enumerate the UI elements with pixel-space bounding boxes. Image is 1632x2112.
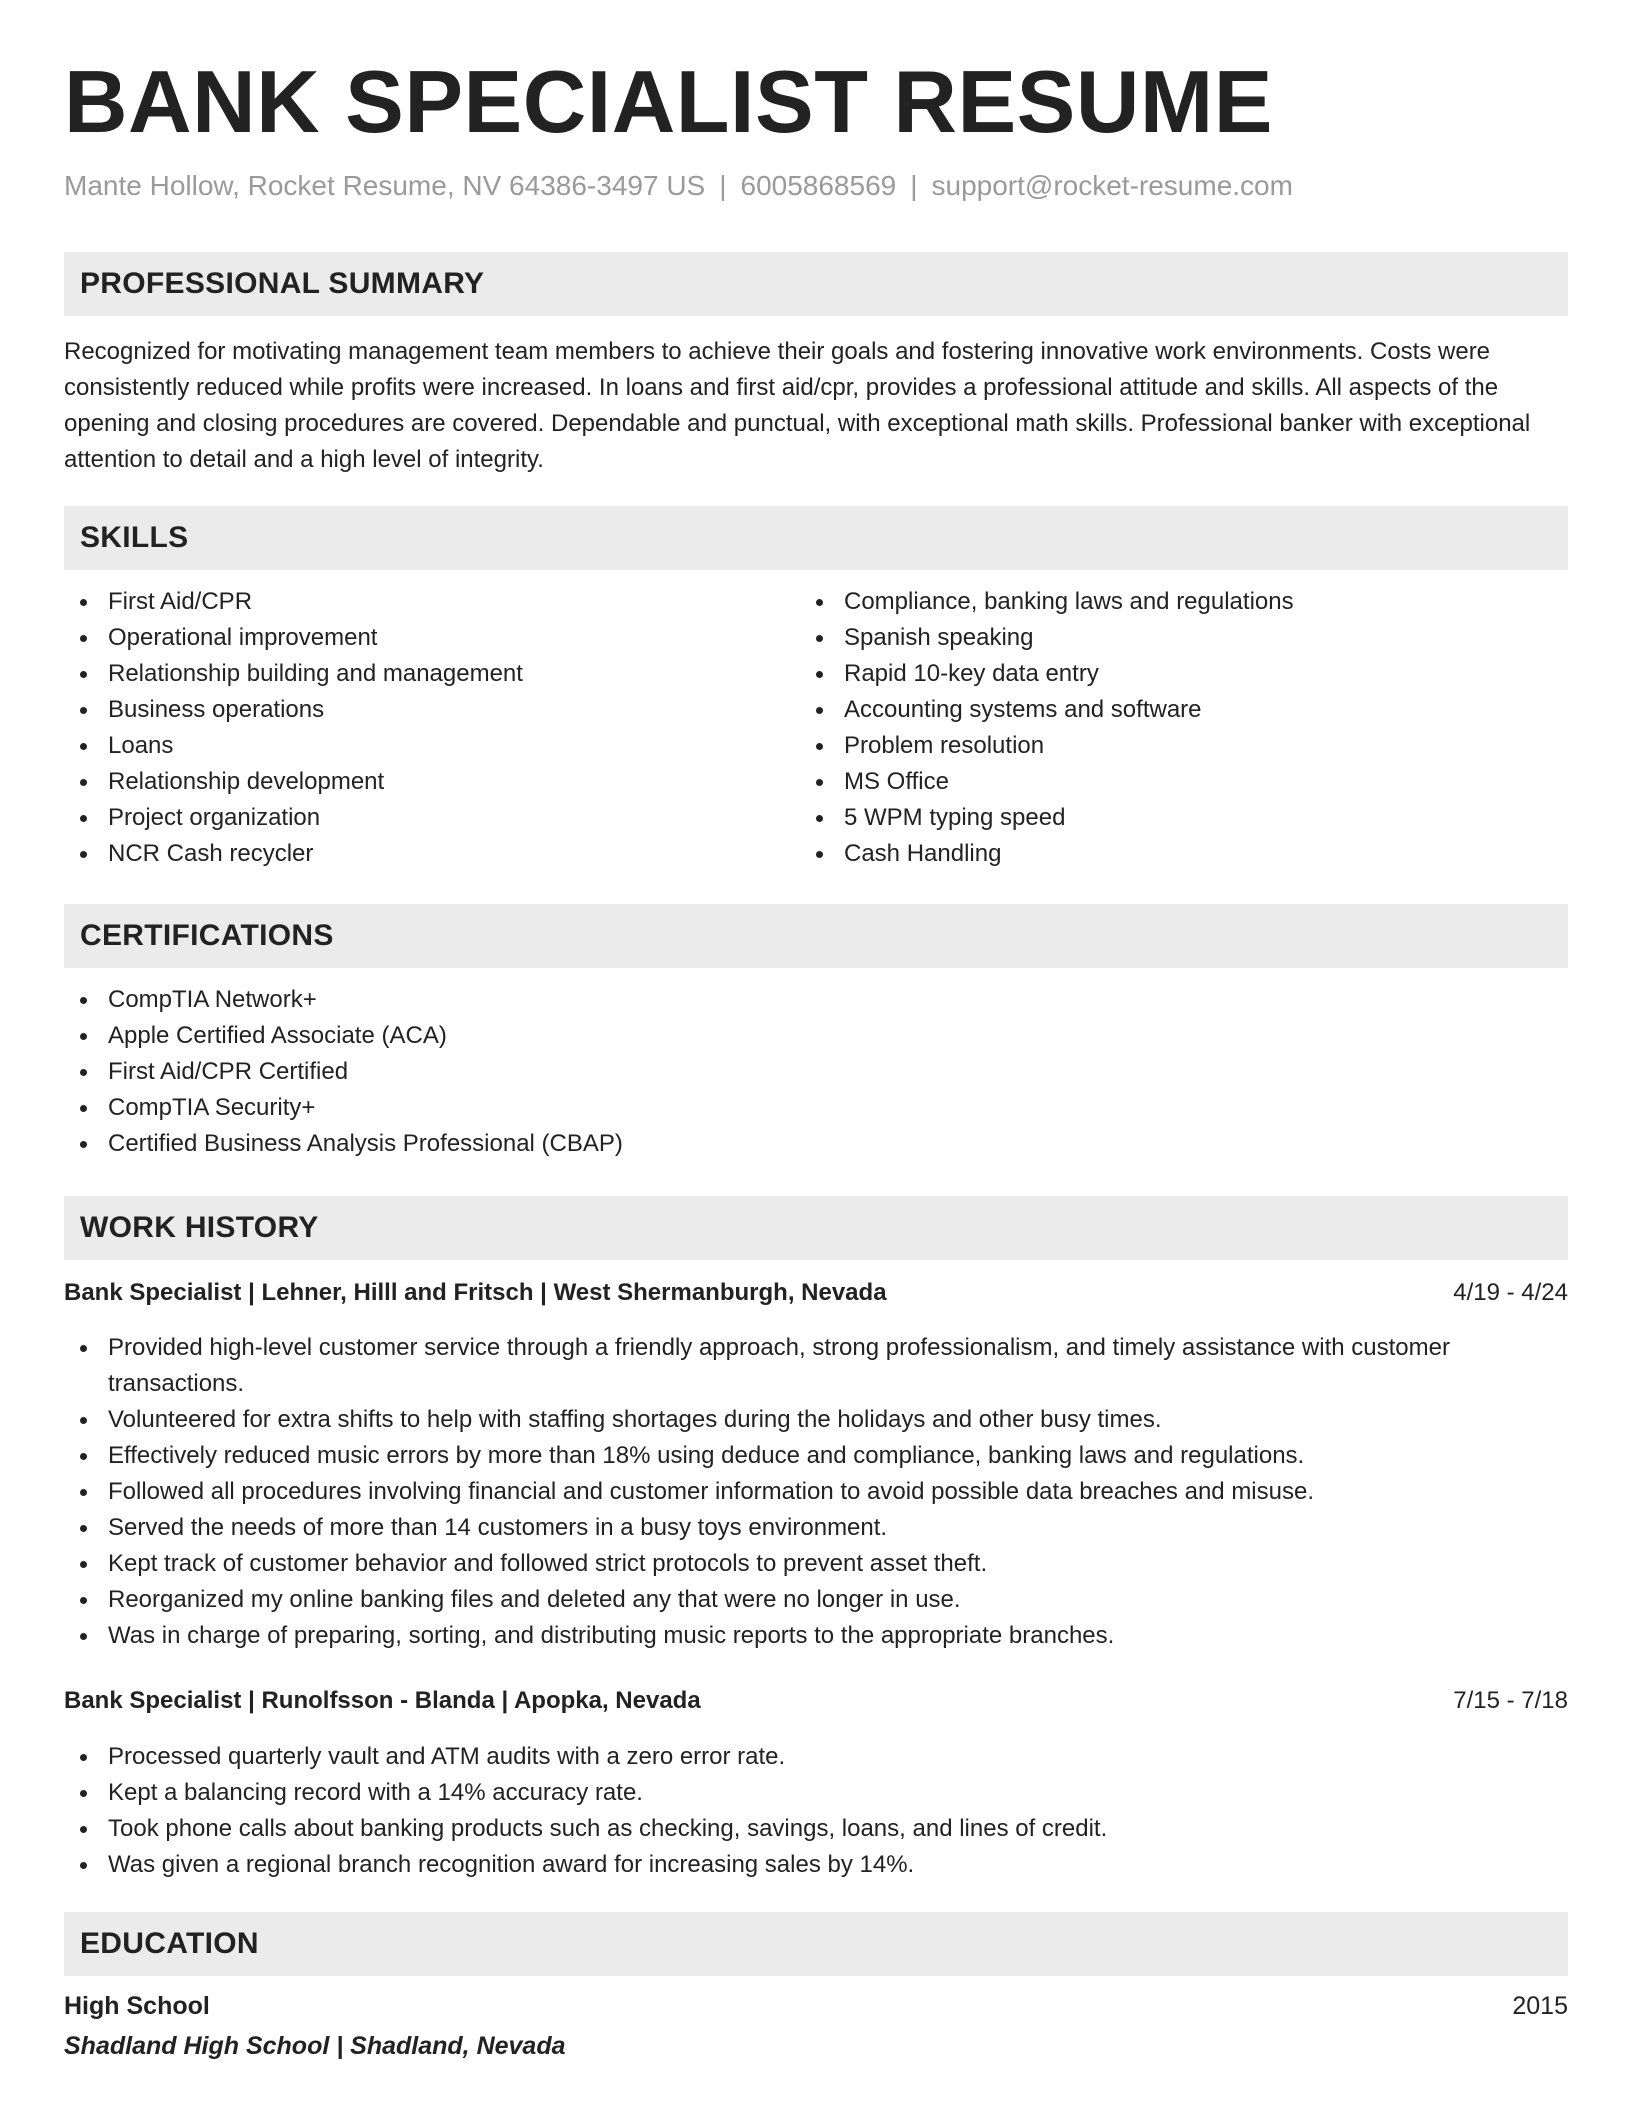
skill-item: Accounting systems and software — [800, 692, 1560, 728]
job-title: Bank Specialist | Lehner, Hilll and Fritsch | West Shermanburgh, Nevada — [64, 1279, 887, 1306]
section-title: SKILLS — [80, 521, 189, 554]
resume-title: BANK SPECIALIST RESUME — [64, 52, 1273, 151]
job-dates: 4/19 - 4/24 — [1453, 1279, 1568, 1306]
job-bullets — [64, 1739, 1568, 1883]
certification-item: Certified Business Analysis Professional (CBAP) — [64, 1126, 1568, 1162]
job-bullet: Took phone calls about banking products such as checking, savings, loans, and lines of credit. — [64, 1811, 1568, 1847]
certification-item: Apple Certified Associate (ACA) — [64, 1018, 1568, 1054]
job-bullet: Reorganized my online banking files and deleted any that were no longer in use. — [64, 1582, 1568, 1618]
section-title: WORK HISTORY — [80, 1211, 319, 1244]
job-bullet: Was in charge of preparing, sorting, and distributing music reports to the appropriate branches. — [64, 1618, 1568, 1654]
skill-item: Rapid 10-key data entry — [800, 656, 1560, 692]
job-bullet: Was given a regional branch recognition award for increasing sales by 14%. — [64, 1847, 1568, 1883]
section-header-certifications — [64, 904, 1568, 968]
job-bullet: Volunteered for extra shifts to help with staffing shortages during the holidays and other busy times. — [64, 1402, 1568, 1438]
education-row — [64, 1992, 1568, 2021]
skills-list-left — [64, 584, 804, 872]
skill-item: Problem resolution — [800, 728, 1560, 764]
education-year: 2015 — [1512, 1992, 1568, 2020]
skill-item: Compliance, banking laws and regulations — [800, 584, 1560, 620]
job-header — [64, 1687, 1568, 1715]
skill-item: Cash Handling — [800, 836, 1560, 872]
skill-item: First Aid/CPR — [64, 584, 804, 620]
job-bullet: Effectively reduced music errors by more than 18% using deduce and compliance, banking laws and regulations. — [64, 1438, 1568, 1474]
skill-item: MS Office — [800, 764, 1560, 800]
job-header — [64, 1279, 1568, 1307]
section-title: CERTIFICATIONS — [80, 919, 334, 952]
skill-item: Spanish speaking — [800, 620, 1560, 656]
section-header-summary — [64, 252, 1568, 316]
section-title: PROFESSIONAL SUMMARY — [80, 267, 485, 300]
skill-item: Project organization — [64, 800, 804, 836]
certification-item: CompTIA Security+ — [64, 1090, 1568, 1126]
certification-item: CompTIA Network+ — [64, 982, 1568, 1018]
section-title: EDUCATION — [80, 1927, 259, 1960]
skill-item: Relationship development — [64, 764, 804, 800]
contact-separator: | — [719, 170, 727, 201]
job-dates: 7/15 - 7/18 — [1453, 1687, 1568, 1714]
contact-phone[interactable]: 6005868569 — [740, 170, 897, 201]
contact-separator: | — [910, 170, 918, 201]
section-header-work-history — [64, 1196, 1568, 1260]
skill-item: 5 WPM typing speed — [800, 800, 1560, 836]
job-bullet: Kept track of customer behavior and followed strict protocols to prevent asset theft. — [64, 1546, 1568, 1582]
skill-item: Business operations — [64, 692, 804, 728]
skill-item: Loans — [64, 728, 804, 764]
skills-list-right — [800, 584, 1560, 872]
certification-item: First Aid/CPR Certified — [64, 1054, 1568, 1090]
skill-item: Operational improvement — [64, 620, 804, 656]
education-degree: High School — [64, 1992, 210, 2020]
job-bullet: Provided high-level customer service through a friendly approach, strong professionalism, and timely assistance with customer transactions. — [64, 1330, 1568, 1402]
job-bullet: Followed all procedures involving financial and customer information to avoid possible data breaches and misuse. — [64, 1474, 1568, 1510]
section-header-education — [64, 1912, 1568, 1976]
skill-item: NCR Cash recycler — [64, 836, 804, 872]
section-header-skills — [64, 506, 1568, 570]
job-bullet: Processed quarterly vault and ATM audits with a zero error rate. — [64, 1739, 1568, 1775]
job-bullet: Kept a balancing record with a 14% accuracy rate. — [64, 1775, 1568, 1811]
contact-email[interactable]: support@rocket-resume.com — [931, 170, 1293, 201]
job-bullet: Served the needs of more than 14 customers in a busy toys environment. — [64, 1510, 1568, 1546]
contact-address: Mante Hollow, Rocket Resume, NV 64386-3497 US — [64, 170, 706, 201]
summary-text: Recognized for motivating management team members to achieve their goals and fostering innovative work environments. Costs were consistently reduced while profits were increased. In loans and first aid/cpr, provides a professional attitude and skills. All aspects of the opening and closing procedures are covered. Dependable and punctual, with exceptional math skills. Professional banker with exceptional attention to detail and a high level of integrity. — [64, 338, 1531, 473]
contact-line — [64, 170, 1293, 202]
job-bullets — [64, 1330, 1568, 1654]
education-school: Shadland High School | Shadland, Nevada — [64, 2032, 566, 2060]
job-title: Bank Specialist | Runolfsson - Blanda | Apopka, Nevada — [64, 1687, 701, 1714]
skill-item: Relationship building and management — [64, 656, 804, 692]
certifications-list — [64, 982, 1568, 1162]
